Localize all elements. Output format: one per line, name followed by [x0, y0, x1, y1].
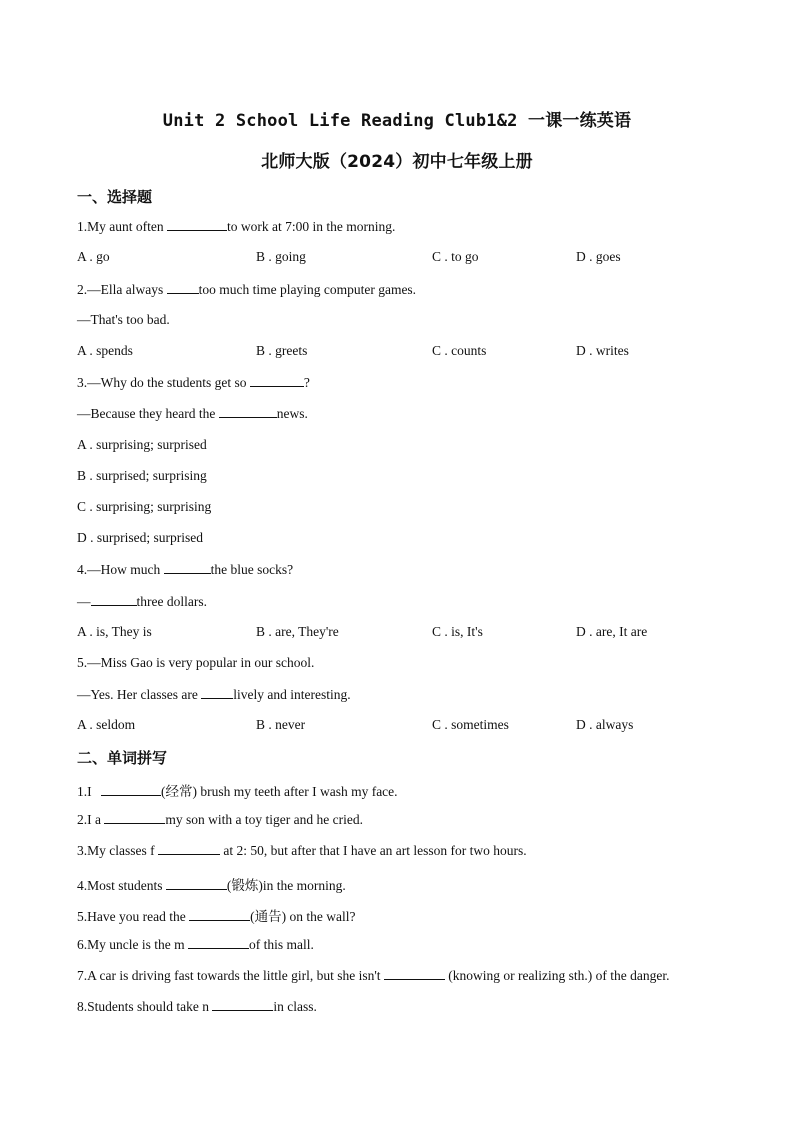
question-line: —That's too bad. — [77, 312, 170, 327]
option-c: C . counts — [432, 343, 487, 358]
question-text: 3.My classes f — [77, 843, 158, 858]
option-d: D . writes — [576, 343, 629, 358]
answer-blank — [250, 374, 304, 387]
spelling-item — [77, 842, 527, 859]
answer-blank — [91, 593, 137, 606]
section-heading-multiple-choice: 一、选择题 — [77, 188, 153, 206]
question-text: — — [77, 594, 91, 609]
spelling-item — [77, 905, 355, 925]
option-c: C . is, It's — [432, 624, 483, 639]
option-b: B . never — [256, 717, 306, 732]
spelling-item — [77, 967, 669, 984]
question-text: (锻炼)in the morning. — [226, 878, 346, 893]
question-text: too much time playing computer games. — [198, 282, 417, 297]
section-heading-spelling: 二、单词拼写 — [77, 749, 168, 767]
answer-blank — [166, 877, 227, 890]
question-text: 6.My uncle is the m — [77, 937, 188, 952]
answer-blank — [158, 842, 220, 855]
spelling-item — [77, 811, 363, 828]
question-line — [77, 281, 416, 298]
spelling-item — [77, 998, 317, 1015]
answer-blank — [167, 218, 227, 231]
question-text: (经常) brush my teeth after I wash my face. — [161, 784, 398, 799]
option-d: D . surprised; surprised — [77, 530, 203, 545]
spelling-item — [77, 874, 346, 894]
question-line — [77, 686, 351, 703]
page-title: Unit 2 School Life Reading Club1&2 一课一练英语 — [162, 111, 632, 131]
question-text: 4.Most students — [77, 878, 166, 893]
question-text: of this mall. — [249, 937, 314, 952]
question-text: —Yes. Her classes are — [77, 687, 202, 702]
answer-blank — [212, 998, 273, 1011]
answer-blank — [189, 908, 250, 921]
answer-blank — [167, 281, 199, 294]
option-a: A . surprising; surprised — [77, 437, 207, 452]
answer-blank — [201, 686, 233, 699]
question-text: —Because they heard the — [77, 406, 219, 421]
question-text: my son with a toy tiger and he cried. — [165, 812, 363, 827]
question-line — [77, 561, 293, 578]
option-b: B . are, They're — [256, 624, 339, 639]
question-text: news. — [276, 406, 308, 421]
question-text: 1.My aunt often — [77, 219, 167, 234]
question-text: 8.Students should take n — [77, 999, 213, 1014]
option-d: D . goes — [576, 249, 621, 264]
page-subtitle: 北师大版（2024）初中七年级上册 — [261, 152, 533, 172]
answer-blank — [219, 405, 277, 418]
answer-blank — [101, 783, 161, 796]
option-a: A . spends — [77, 343, 133, 358]
question-line — [77, 405, 308, 422]
option-b: B . greets — [256, 343, 308, 358]
option-a: A . seldom — [77, 717, 136, 732]
option-c: C . to go — [432, 249, 479, 264]
question-text: in class. — [273, 999, 317, 1014]
spelling-item — [77, 780, 398, 800]
option-a: A . is, They is — [77, 624, 152, 639]
spelling-item — [77, 936, 314, 953]
question-text: 4.—How much — [77, 562, 164, 577]
option-b: B . going — [256, 249, 306, 264]
question-text: 2.—Ella always — [77, 282, 167, 297]
option-d: D . are, It are — [576, 624, 648, 639]
question-text: (knowing or realizing sth.) of the danger. — [444, 968, 670, 983]
question-text: the blue socks? — [210, 562, 294, 577]
question-text: 2.I a — [77, 812, 105, 827]
question-line — [77, 218, 395, 235]
question-text: ? — [303, 375, 310, 390]
question-text: 1.I — [77, 784, 95, 799]
answer-blank — [164, 561, 211, 574]
question-line — [77, 593, 207, 610]
question-text: 7.A car is driving fast towards the little girl, but she isn't — [77, 968, 384, 983]
question-text: 5.Have you read the — [77, 909, 190, 924]
option-c: C . surprising; surprising — [77, 499, 212, 514]
question-line — [77, 374, 310, 391]
answer-blank — [188, 936, 249, 949]
question-text: three dollars. — [136, 594, 207, 609]
question-text: 3.—Why do the students get so — [77, 375, 250, 390]
option-d: D . always — [576, 717, 634, 732]
question-text: lively and interesting. — [233, 687, 351, 702]
question-text: at 2: 50, but after that I have an art lesson for two hours. — [220, 843, 527, 858]
question-text: to work at 7:00 in the morning. — [227, 219, 396, 234]
question-line: 5.—Miss Gao is very popular in our school. — [77, 655, 315, 670]
answer-blank — [104, 811, 165, 824]
option-a: A . go — [77, 249, 110, 264]
answer-blank — [384, 967, 445, 980]
option-b: B . surprised; surprising — [77, 468, 207, 483]
option-c: C . sometimes — [432, 717, 509, 732]
question-text: (通告) on the wall? — [250, 909, 356, 924]
